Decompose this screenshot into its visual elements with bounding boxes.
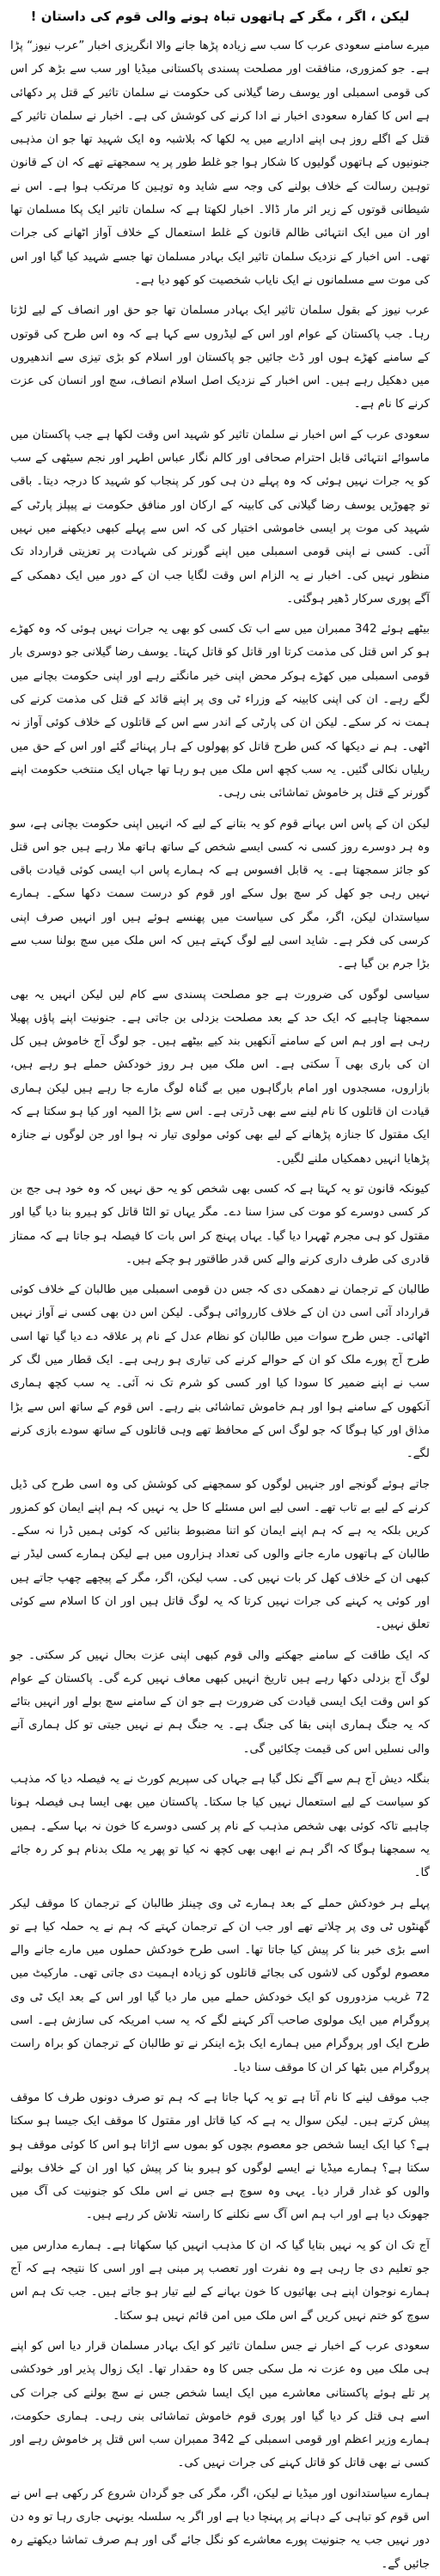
paragraph: میرے سامنے سعودی عرب کا سب سے زیادہ پڑھا جانے والا انگریزی اخبار ”عرب نیوز“ پڑا ہے۔ جو کمزوری، منافقت اور مصلحت پسندی پاکستانی میڈیا اور سب سے بڑھ کر اس کی قومی اسمبلی اور یوسف رضا گیلانی کی حکومت نے سلمان تاثیر کے قتل پر دکھائی ہے اس کا کفارہ سعودی اخبار نے ادا کرنے کی کوشش کی ہے۔ اخبار نے سلمان تاثیر کے قتل کے اگلے روز ہی اپنے اداریے میں یہ لکھا کہ بلاشبہ وہ ایک شہید تھا جو ان مذہبی جنونیوں کے ہاتھوں گولیوں کا شکار ہوا جو غلط طور پر یہ سمجھتے تھے کہ ان کے قانون توہین رسالت کے خلاف بولنے کی وجہ سے شاید وہ توہین کا مرتکب ہوا ہے۔ اس نے شیطانی قوتوں کے زیر اثر مار ڈالا۔ اخبار لکھتا ہے کہ سلمان تاثیر ایک پکا مسلمان تھا اور ان میں ایک انتہائی ظالم قانون کے غلط استعمال کے خلاف آواز اٹھانے کی جرات تھی۔ اس اخبار کے نزدیک سلمان تاثیر ایک بہادر مسلمان تھا جسے شہید کیا گیا اور اس کی موت سے مسلمانوں نے ایک نایاب شخصیت کو کھو دیا ہے۔ <box>10 40 430 287</box>
paragraph: سیاسی لوگوں کی ضرورت ہے جو مصلحت پسندی سے کام لیں لیکن انہیں یہ بھی سمجھنا چاہیے کہ ایک حد کے بعد مصلحت بزدلی بن جاتی ہے۔ جنونیت اپنے پاؤں پھیلا رہی ہے اور ہم اس کے سامنے آنکھیں بند کیے بیٹھے ہیں۔ جو لوگ آج خاموش ہیں کل ان کی باری بھی آ سکتی ہے۔ اس ملک میں ہر روز خودکش حملے ہو رہے ہیں، بازاروں، مسجدوں اور امام بارگاہوں میں بے گناہ لوگ مارے جا رہے ہیں لیکن ہماری قیادت ان قاتلوں کا نام لینے سے بھی ڈرتی ہے۔ اس سے بڑا المیہ اور کیا ہو سکتا ہے کہ ایک مقتول کا جنازہ پڑھانے کے لیے بھی کوئی مولوی تیار نہ ہوا اور جن لوگوں نے جنازہ پڑھایا انہیں دھمکیاں ملنے لگیں۔ <box>10 988 430 1166</box>
paragraph: آج تک ان کو یہ نہیں بتایا گیا کہ ان کا مذہب انہیں کیا سکھاتا ہے۔ ہمارے مدارس میں جو تعلیم دی جا رہی ہے وہ نفرت اور تعصب پر مبنی ہے اور اسی کا نتیجہ ہے کہ آج ہمارے نوجوان اپنے ہی بھائیوں کا خون بہانے کے لیے تیار ہو جاتے ہیں۔ جب تک ہم اس سوچ کو ختم نہیں کریں گے اس ملک میں امن قائم نہیں ہو سکتا۔ <box>10 2238 430 2323</box>
paragraph: طالبان کے ترجمان نے دھمکی دی کہ جس دن قومی اسمبلی میں طالبان کے خلاف کوئی قرارداد آئی اسی دن ان کے خلاف کارروائی ہوگی۔ لیکن اس دن بھی کسی نے آواز نہیں اٹھائی۔ جس طرح سوات میں طالبان کو نظام عدل کے نام پر علاقہ دے دیا گیا تھا اسی طرح آج پورے ملک کو ان کے حوالے کرنے کی تیاری ہو رہی ہے۔ ایک قطار میں لگ کر سب نے اپنے ضمیر کا سودا کیا اور کسی کو شرم تک نہ آئی۔ یہ سب کچھ ہماری آنکھوں کے سامنے ہوا اور ہم خاموش تماشائی بنے رہے۔ اس قوم کے ساتھ اس سے بڑا مذاق اور کیا ہوگا کہ جو لوگ اس کے محافظ تھے وہی قاتلوں کے ساتھ سودے بازی کرنے لگے۔ <box>10 1283 430 1461</box>
paragraph: جاتے ہوئے گونجے اور جنہیں لوگوں کو سمجھنے کی کوشش کی وہ اسی طرح کی ڈیل کرنے کے لیے بے تاب تھے۔ اسی لیے اس مسئلے کا حل یہ نہیں کہ ہم اپنے ایمان کو کمزور کریں بلکہ یہ ہے کہ ہم اپنے ایمان کو اتنا مضبوط بنائیں کہ کوئی ہمیں ڈرا نہ سکے۔ طالبان کے ہاتھوں مارے جانے والوں کی تعداد ہزاروں میں ہے لیکن ہمارے کسی لیڈر نے کبھی ان کے خلاف کھل کر بات نہیں کی۔ سب لیکن، اگر، مگر کے پیچھے چھپ جاتے ہیں اور کوئی یہ کہنے کی جرات نہیں کرتا کہ یہ لوگ قاتل ہیں اور ان کا اسلام سے کوئی تعلق نہیں۔ <box>10 1477 430 1632</box>
paragraph: جب موقف لینے کا نام آتا ہے تو یہ کہا جاتا ہے کہ ہم تو صرف دونوں طرف کا موقف پیش کرتے ہیں۔ لیکن سوال یہ ہے کہ کیا قاتل اور مقتول کا موقف ایک جیسا ہو سکتا ہے؟ کیا ایک ایسا شخص جو معصوم بچوں کو بموں سے اڑاتا ہو اس کا کوئی موقف ہو سکتا ہے؟ ہمارے میڈیا نے ایسے لوگوں کو ہیرو بنا کر پیش کیا اور ان کے خلاف بولنے والوں کو غدار قرار دیا۔ یہی وہ سوچ ہے جس نے اس ملک کو جنونیت کی آگ میں جھونک دیا ہے اور اب ہم اس آگ سے نکلنے کا راستہ تلاش کر رہے ہیں۔ <box>10 2091 430 2222</box>
paragraph: عرب نیوز کے بقول سلمان تاثیر ایک بہادر مسلمان تھا جو حق اور انصاف کے لیے لڑتا رہا۔ جب پاکستان کے عوام اور اس کے لیڈروں سے کہا ہے کہ وہ اس طرح کی قوتوں کے سامنے کھڑے ہوں اور ڈٹ جائیں جو پاکستان اور اسلام کو بڑی تیزی سے اندھیروں میں دھکیل رہے ہیں۔ اس اخبار کے نزدیک اصل اسلام انصاف، سچ اور انسان کی عزت کرنے کا نام ہے۔ <box>10 304 430 411</box>
paragraph: کہ ایک طاقت کے سامنے جھکنے والی قوم کبھی اپنی عزت بحال نہیں کر سکتی۔ جو لوگ آج بزدلی دکھا رہے ہیں تاریخ انہیں کبھی معاف نہیں کرے گی۔ پاکستان کے عوام کو اس وقت ایک ایسی قیادت کی ضرورت ہے جو ان کے سامنے سچ بولے اور انہیں بتائے کہ یہ جنگ ہماری اپنی بقا کی جنگ ہے۔ یہ جنگ ہم نے نہیں جیتی تو کل ہماری آنے والی نسلیں اس کی قیمت چکائیں گی۔ <box>10 1648 430 1756</box>
paragraph: سعودی عرب کے اخبار نے جس سلمان تاثیر کو ایک بہادر مسلمان قرار دیا اس کو اپنے ہی ملک میں وہ عزت نہ مل سکی جس کا وہ حقدار تھا۔ ایک زوال پذیر اور خودکشی پر تلے ہوئے پاکستانی معاشرے میں ایک ایسا شخص جس نے سچ بولنے کی جرات کی اسے ہی قتل کر دیا گیا اور پوری قوم خاموش تماشائی بنی رہی۔ ہماری حکومت، ہمارے وزیر اعظم اور قومی اسمبلی کے 342 ممبران سب اس قتل پر خاموش رہے اور کسی نے بھی قاتل کو قاتل کہنے کی جرات نہیں کی۔ <box>10 2339 430 2470</box>
paragraph: لیکن ان کے پاس اس بہانے قوم کو یہ بتانے کے لیے کہ انہیں اپنی حکومت بچانی ہے، سو وہ ہر دوسرے روز کسی نہ کسی ایسے شخص کے ساتھ ہاتھ ملا رہے ہیں جو اس قتل کو جائز سمجھتا ہے۔ یہ قابل افسوس ہے کہ ہمارے پاس اب ایسی کوئی قیادت باقی نہیں رہی جو کھل کر سچ بول سکے اور قوم کو درست سمت دکھا سکے۔ ہمارے سیاستدان لیکن، اگر، مگر کی سیاست میں پھنسے ہوئے ہیں اور انہیں صرف اپنی کرسی کی فکر ہے۔ شاید اسی لیے لوگ کہتے ہیں کہ اس ملک میں سچ بولنا سب سے بڑا جرم بن گیا ہے۔ <box>10 817 430 971</box>
article-title: لیکن ، اگر ، مگر کے ہاتھوں تباہ ہونے والی قوم کی داستان ! <box>30 9 410 24</box>
paragraph: سعودی عرب کے اس اخبار نے سلمان تاثیر کو شہید اس وقت لکھا ہے جب پاکستان میں ماسوائے انتہائی قابل احترام صحافی اور کالم نگار عباس اطہر اور نجم سیٹھی کے سب کو یہ جرات نہیں ہوئی کہ وہ پہلے دن ہی کور کر پنجاب کو شہید کا درجہ دیتا۔ باقی تو چھوڑیں یوسف رضا گیلانی کی کابینہ کے ارکان اور منافق حکومت نے پیپلز پارٹی کے شہید کی موت پر ایسی خاموشی اختیار کی کہ اس سے پہلے کبھی دیکھنے میں نہیں آئی۔ کسی نے اپنی قومی اسمبلی میں اپنے گورنر کی شہادت پر تعزیتی قرارداد تک منظور نہیں کی۔ اخبار نے یہ الزام اس وقت لگایا جب ان کے دور میں ایک دھمکی کے آگے پوری سرکار ڈھیر ہوگئی۔ <box>10 428 430 606</box>
paragraph: کیونکہ قانون تو یہ کہتا ہے کہ کسی بھی شخص کو یہ حق نہیں کہ وہ خود ہی جج بن کر کسی دوسرے کو موت کی سزا سنا دے۔ مگر یہاں تو الٹا قاتل کو ہیرو بنا دیا گیا اور مقتول کو ہی مجرم ٹھہرا دیا گیا۔ یہاں پہنچ کر اس بات کا فیصلہ ہو جاتا ہے کہ ممتاز قادری کی طرف داری کرنے والے کس قدر طاقتور ہو چکے ہیں۔ <box>10 1182 430 1266</box>
paragraph: بیٹھے ہوئے 342 ممبران میں سے اب تک کسی کو بھی یہ جرات نہیں ہوئی کہ وہ کھڑے ہو کر اس قتل کی مذمت کرتا اور قاتل کو قاتل کہتا۔ یوسف رضا گیلانی جو دوسری بار قومی اسمبلی میں کھڑے ہوکر محض اپنی خیر مانگتے رہے اور اپنی حکومت بچانے میں لگے رہے۔ ان کی اپنی کابینہ کے وزراء ٹی وی پر اپنے قائد کے قتل کی مذمت کرنے کی ہمت نہ کر سکے۔ لیکن ان کی پارٹی کے اندر سے اس کے قاتلوں کے خلاف کوئی آواز نہ اٹھی۔ ہم نے دیکھا کہ کس طرح قاتل کو پھولوں کے ہار پہنائے گئے اور اس کے حق میں ریلیاں نکالی گئیں۔ یہ سب کچھ اس ملک میں ہو رہا تھا جہاں ایک منتخب حکومت اپنے گورنر کے قتل پر خاموش تماشائی بنی رہی۔ <box>10 623 430 801</box>
paragraph: ہمارے سیاستدانوں اور میڈیا نے لیکن، اگر، مگر کی جو گردان شروع کر رکھی ہے اس نے اس قوم کو تباہی کے دہانے پر پہنچا دیا ہے اور اگر یہ سلسلہ یونہی جاری رہا تو وہ دن دور نہیں جب یہ جنونیت پورے معاشرے کو نگل جائے گی اور ہم صرف تماشا دیکھتے رہ جائیں گے۔ <box>10 2487 430 2571</box>
paragraph: پہلے ہر خودکش حملے کے بعد ہمارے ٹی وی چینلز طالبان کے ترجمان کا موقف لیکر گھنٹوں ٹی وی پر چلاتے تھے اور جب ان کے ترجمان کہتے کہ ہم نے یہ حملہ کیا ہے تو اسے بڑی خبر بنا کر پیش کیا جاتا تھا۔ اسی طرح خودکش حملوں میں مارے جانے والے معصوم لوگوں کی لاشوں کی بجائے قاتلوں کو زیادہ اہمیت دی جاتی تھی۔ مارکیٹ میں 72 غریب مزدوروں کو ایک خودکش حملے میں مار دیا گیا اور اس کے بعد ایک ٹی وی پروگرام میں ایک مولوی صاحب آکر کہنے لگے کہ یہ سب امریکہ کی سازش ہے۔ اسی طرح ایک اور پروگرام میں ہمارے ایک بڑے اینکر نے تو طالبان کے ترجمان کو براہ راست پروگرام میں بٹھا کر ان کا موقف سنا دیا۔ <box>10 1897 430 2074</box>
article-body <box>10 34 430 2576</box>
paragraph: بنگلہ دیش آج ہم سے آگے نکل گیا ہے جہاں کی سپریم کورٹ نے یہ فیصلہ دیا کہ مذہب کو سیاست کے لیے استعمال نہیں کیا جا سکتا۔ پاکستان میں بھی ایسا ہی فیصلہ ہونا چاہیے تاکہ کوئی بھی شخص مذہب کے نام پر کسی دوسرے کا خون نہ بہا سکے۔ ہمیں یہ سمجھنا ہوگا کہ اگر ہم نے ابھی بھی کچھ نہ کیا تو پھر یہ ملک بدنام ہو کر رہ جائے گا۔ <box>10 1773 430 1880</box>
